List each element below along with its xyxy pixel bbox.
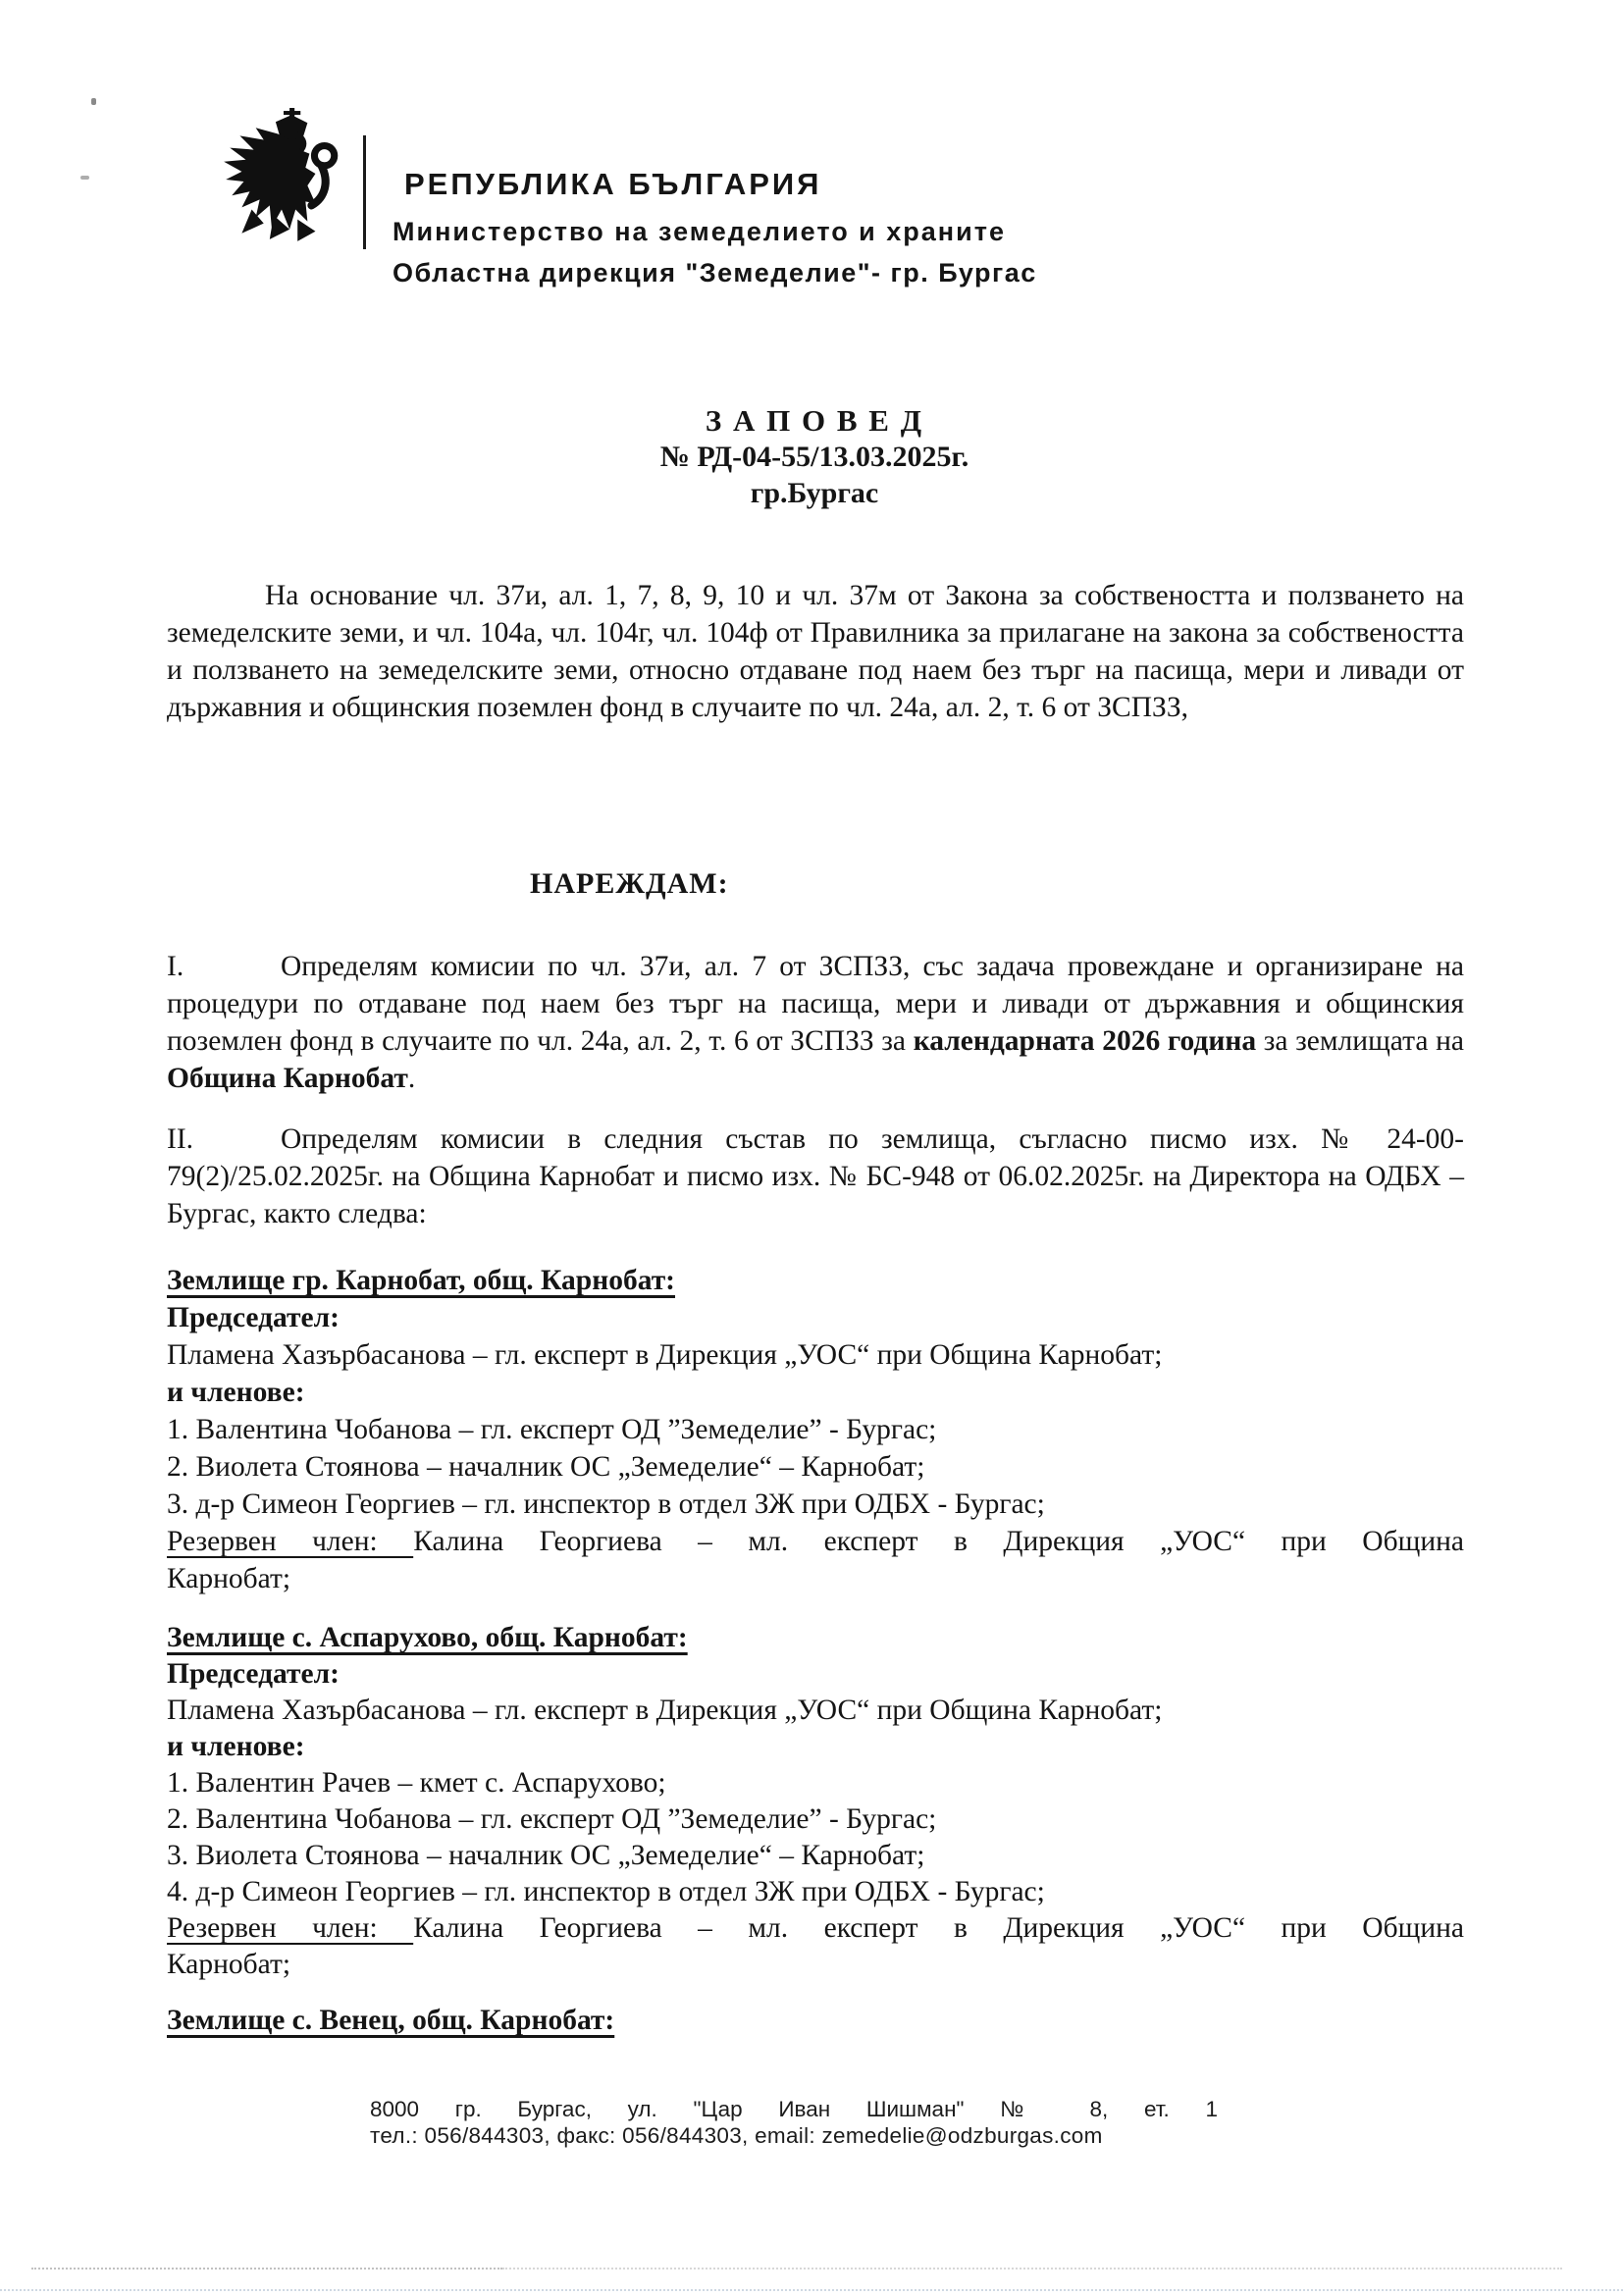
order-number: № РД-04-55/13.03.2025г. — [659, 441, 969, 473]
org-name-country: РЕПУБЛИКА БЪЛГАРИЯ — [404, 167, 822, 201]
document-footer — [370, 2096, 1218, 2149]
order-city: гр.Бургас — [750, 477, 879, 509]
reserve-label: Резервен член: — [167, 1526, 414, 1557]
order-heading: НАРЕЖДАМ: — [530, 867, 729, 900]
footer-address-line: 8000 гр. Бургас, ул. "Цар Иван Шишман" № 8, ет. 1 — [370, 2097, 1218, 2121]
members-label: и членове: — [167, 1377, 305, 1408]
header-divider — [363, 135, 366, 249]
scan-speck — [80, 176, 89, 180]
preamble-paragraph: На основание чл. 37и, ал. 1, 7, 8, 9, 10 и чл. 37м от Закона за собствеността и ползването на земеделските земи, и чл. 104а, чл. 104г, чл. 104ф от Правилника за прилагане на закона за собствеността и ползването на земеделските земи, относно отдаване под наем без търг на пасища, мери и ливади от държавния и общинския поземлен фонд в случаите по чл. 24а, ал. 2, т. 6 от ЗСПЗЗ, — [167, 580, 1464, 723]
section-karnobat — [167, 1262, 1464, 1597]
section-heading: Землище гр. Карнобат, общ. Карнобат: — [167, 1265, 676, 1296]
order-title: З А П О В Е Д — [705, 403, 924, 438]
chair-name: Пламена Хазърбасанова – гл. експерт в Дирекция „УОС“ при Община Карнобат; — [167, 1695, 1163, 1726]
section-asparuhovo — [167, 1620, 1464, 1983]
member-row: 4. д-р Симеон Георгиев – гл. инспектор в отдел ЗЖ при ОДБХ - Бургас; — [167, 1876, 1045, 1907]
item-text: . — [407, 1063, 416, 1094]
member-row: 1. Валентин Рачев – кмет с. Аспарухово; — [167, 1767, 666, 1799]
order-item-2 — [167, 1121, 1464, 1232]
chair-label: Председател: — [167, 1302, 340, 1333]
item-text: Определям комисии по чл. 37и, ал. 7 от ЗСПЗЗ, със задача провеждане и организиране на процедури по отдаване под наем без търг на пасища, мери и ливади от държавния и общинския поземлен фонд в случаите по чл. 24а, ал. 2, т. 6 от ЗСПЗЗ за — [167, 951, 1464, 1057]
section-heading: Землище с. Аспарухово, общ. Карнобат: — [167, 1622, 688, 1653]
chair-name: Пламена Хазърбасанова – гл. експерт в Дирекция „УОС“ при Община Карнобат; — [167, 1339, 1163, 1371]
member-row: 2. Виолета Стоянова – началник ОС „Земеделие“ – Карнобат; — [167, 1451, 925, 1483]
reserve-member-line-wrap: Карнобат; — [167, 1949, 291, 1980]
coat-of-arms-icon — [218, 108, 347, 247]
org-name-directorate: Областна дирекция "Земеделие"- гр. Бургас — [393, 258, 1037, 287]
order-title-block — [167, 402, 1462, 511]
member-row: 2. Валентина Чобанова – гл. експерт ОД ”Земеделие” - Бургас; — [167, 1803, 937, 1835]
item-text: Определям комисии в следния състав по землища, съгласно писмо изх. № 24-00-79(2)/25.02.2025г. на Община Карнобат и писмо изх. № БС-948 от 06.02.2025г. на Директора на ОДБХ – Бургас, както следва: — [167, 1123, 1464, 1229]
item-bold-year: календарната 2026 година — [913, 1025, 1257, 1057]
section-venets — [167, 2002, 1464, 2039]
item-numeral: I. — [167, 951, 184, 982]
members-label: и членове: — [167, 1731, 305, 1762]
member-row: 1. Валентина Чобанова – гл. експерт ОД ”Земеделие” - Бургас; — [167, 1414, 937, 1445]
item-numeral: II. — [167, 1123, 194, 1155]
member-row: 3. Виолета Стоянова – началник ОС „Земеделие“ – Карнобат; — [167, 1840, 925, 1871]
item-bold-municipality: Община Карнобат — [167, 1063, 408, 1094]
item-text: за землищата на — [1256, 1025, 1464, 1057]
reserve-member-line — [167, 1910, 1464, 1947]
member-row: 3. д-р Симеон Георгиев – гл. инспектор в отдел ЗЖ при ОДБХ - Бургас; — [167, 1488, 1045, 1520]
footer-contacts-line: тел.: 056/844303, факс: 056/844303, email: zemedelie@odzburgas.com — [370, 2123, 1103, 2148]
org-name-ministry: Министерство на земеделието и храните — [393, 217, 1006, 246]
section-heading: Землище с. Венец, общ. Карнобат: — [167, 2005, 615, 2036]
order-item-1 — [167, 948, 1464, 1097]
reserve-label: Резервен член: — [167, 1912, 414, 1944]
reserve-member-line — [167, 1523, 1464, 1560]
scan-speck — [91, 98, 96, 105]
reserve-name: Калина Георгиева – мл. експерт в Дирекция „УОС“ при Община — [413, 1912, 1464, 1944]
scan-dotted-line — [502, 2268, 1562, 2270]
scan-dotted-line — [31, 2268, 502, 2270]
reserve-member-line-wrap: Карнобат; — [167, 1563, 291, 1594]
chair-label: Председател: — [167, 1658, 340, 1690]
scan-dotted-line — [0, 2289, 1623, 2291]
reserve-name: Калина Георгиева – мл. експерт в Дирекция „УОС“ при Община — [413, 1526, 1464, 1557]
